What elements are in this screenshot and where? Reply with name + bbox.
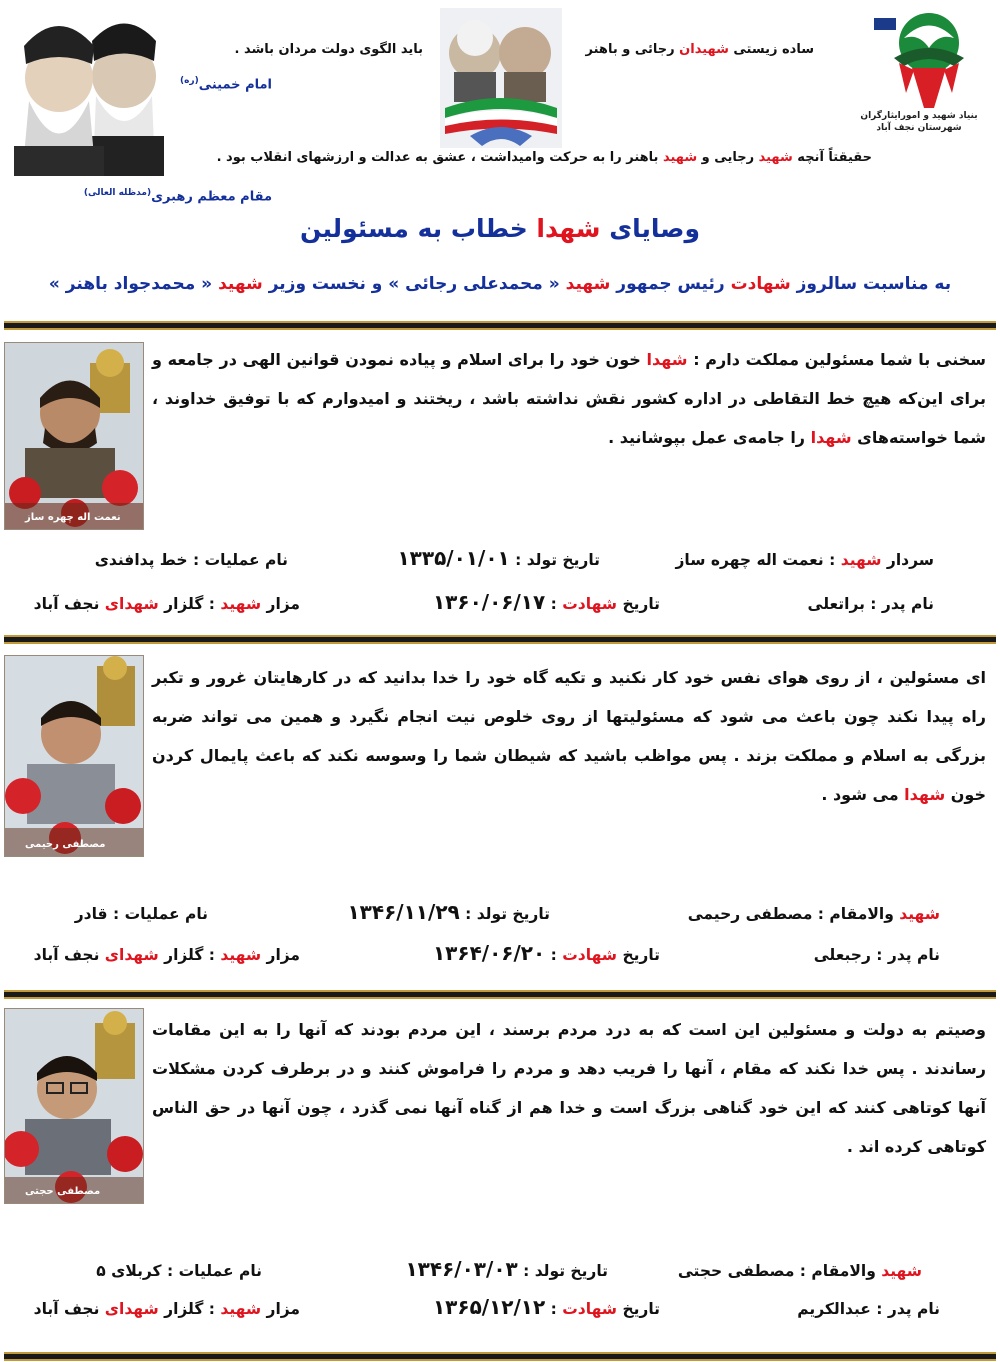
- martyr-photo: [4, 342, 144, 530]
- section-divider: [4, 990, 996, 999]
- father-name: نام پدر : رجبعلی: [813, 946, 940, 964]
- burial-place: مزار شهید : گلزار شهدای نجف آباد: [33, 1300, 300, 1318]
- birth-date: تاریخ تولد : ۱۳۴۶/۱۱/۲۹: [347, 900, 550, 924]
- martyrdom-date: تاریخ شهادت : ۱۳۶۴/۰۶/۲۰: [432, 941, 660, 965]
- supreme-leader-signature: مقام معظم رهبری$^{(مدظله العالی)}$: [83, 188, 272, 205]
- leaders-portrait-icon: [4, 6, 174, 176]
- birth-date: تاریخ تولد : ۱۳۴۶/۰۳/۰۳: [405, 1257, 608, 1281]
- page-title: وصایای شهدا خطاب به مسئولین: [299, 214, 701, 243]
- quote-rajaei-line2: باید الگوی دولت مردان باشد .: [234, 42, 423, 57]
- dove-hands-logo-icon: [854, 8, 994, 113]
- quote-leader: حقیقتاً آنچه شهید رجایی و شهید باهنر را به حرکت وامیداشت ، عشق به عدالت و ارزشهای انقلاب بود .: [216, 150, 872, 165]
- burial-place: مزار شهید : گلزار شهدای نجف آباد: [33, 946, 300, 964]
- martyrdom-date: تاریخ شهادت : ۱۳۶۵/۱۲/۱۲: [432, 1295, 660, 1319]
- logo-caption: بنیاد شهید و امورایثارگران شهرستان نجف آباد: [860, 111, 978, 133]
- section-divider: [4, 321, 996, 330]
- martyr-photo: [4, 1008, 144, 1204]
- martyrdom-date: تاریخ شهادت : ۱۳۶۰/۰۶/۱۷: [432, 590, 660, 614]
- will-text: وصیتم به دولت و مسئولین این است که به درد مردم برسند ، این مردم بودند که آنها را به این مقامات رساندند . پس خدا نکند که مقام ، آنها را فریب دهد و مردم را فراموش کنند و در برطرف کردن مشکلات آنها کوتاهی کنند که این خود گناهی بزرگ است و خدا هم از گناه آنها نمی گذرد ، چون آنها در حق الناس کوتاهی کرده اند .: [152, 1020, 986, 1156]
- operation-name: نام عملیات : قادر: [74, 905, 208, 923]
- martyr-name: شهید والامقام : مصطفی رحیمی: [687, 905, 940, 923]
- operation-name: نام عملیات : کربلای ۵: [96, 1262, 262, 1280]
- center-emblem: [440, 8, 562, 148]
- martyr-name: سردار شهید : نعمت اله چهره ساز: [675, 551, 934, 569]
- martyr-portrait-icon: [5, 343, 143, 529]
- section-divider: [4, 1352, 996, 1361]
- father-name: نام پدر : براتعلی: [807, 595, 934, 613]
- burial-place: مزار شهید : گلزار شهدای نجف آباد: [33, 595, 300, 613]
- photo-caption: مصطفی حجتی: [25, 1186, 101, 1197]
- photo-caption: مصطفی رحیمی: [25, 839, 106, 850]
- will-text: سخنی با شما مسئولین مملکت دارم : شهدا خون خود را برای اسلام و پیاده نمودن قوانین الهی در جامعه و برای این‌که هیچ خط التقاطی در اداره کشور نقش نداشته باشد ، ریختند و امیدوارم که با توفیق خداوند ، شما خواسته‌های شهدا را جامه‌ی عمل بپوشانید .: [152, 350, 986, 447]
- photo-caption: نعمت اله چهره ساز: [25, 512, 121, 523]
- section-divider: [4, 635, 996, 644]
- page-subtitle: به مناسبت سالروز شهادت رئیس جمهور شهید « محمدعلی رجائی » و نخست وزیر شهید « محمدجواد باهنر »: [48, 274, 952, 294]
- father-name: نام پدر : عبدالکریم: [797, 1300, 940, 1318]
- foundation-logo: [854, 8, 994, 183]
- martyr-portrait-icon: [5, 1009, 143, 1203]
- operation-name: نام عملیات : خط پدافندی: [94, 551, 288, 569]
- martyr-portrait-icon: [5, 656, 143, 856]
- martyr-name: شهید والامقام : مصطفی حجتی: [677, 1262, 922, 1280]
- martyrs-portrait-emblem-icon: [440, 8, 562, 148]
- leaders-portrait: [4, 6, 174, 176]
- imam-khomeini-signature: امام خمینی$^{(ره)}$: [179, 76, 272, 93]
- will-text: ای مسئولین ، از روی هوای نفس خود کار نکنید و تکیه گاه خود را خدا بدانید که در کارهایتان غرور و تکبر راه پیدا نکند چون باعث می شود که مسئولیتها از روی خلوص نیت انجام نگیرد و همین می تواند ضربه بزرگی به اسلام و مملکت بزند . پس مواظب باشید که شیطان شما را وسوسه نکند که باعث پایمال کردن خون شهدا می شود .: [152, 668, 986, 804]
- martyr-photo: [4, 655, 144, 857]
- birth-date: تاریخ تولد : ۱۳۳۵/۰۱/۰۱: [397, 546, 600, 570]
- quote-rajaei-line1: ساده زیستی شهیدان رجائی و باهنر: [585, 42, 814, 57]
